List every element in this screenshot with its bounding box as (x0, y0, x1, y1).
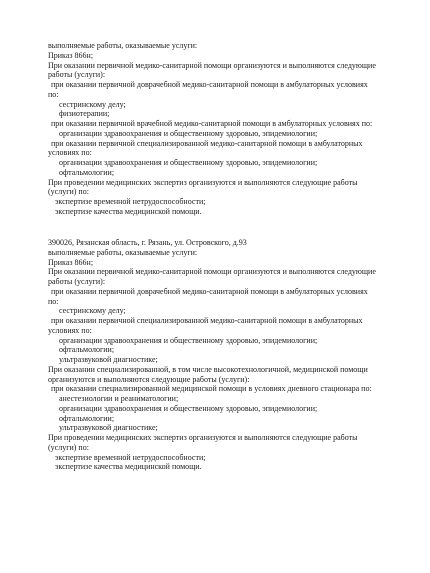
text-line: ультразвуковой диагностике; (59, 355, 158, 364)
address-line: 390026, Рязанская область, г. Рязань, ул. Островского, д.93 (48, 238, 247, 247)
text-line: организации здравоохранения и общественному здоровью, эпидемиологии; (59, 335, 318, 345)
text-line: при оказании первичной специализированной медико-санитарной помощи в амбулаторных (51, 138, 363, 148)
text-line: при оказании первичной доврачебной медико-санитарной помощи в амбулаторных условиях (51, 80, 368, 89)
text-line: сестринскому делу; (59, 99, 126, 109)
text-line: анестезиологии и реаниматологии; (59, 394, 179, 403)
text-line: (услуги) по: (48, 442, 89, 452)
text-line: экспертизе временной нетрудоспособности; (55, 452, 206, 462)
text-line: организуются и выполняются следующие работы (услуги): (48, 374, 250, 384)
text-line: работы (услуги): (48, 70, 106, 80)
text-line: при оказании первичной доврачебной медико-санитарной помощи в амбулаторных условиях (51, 286, 368, 296)
text-line: выполняемые работы, оказываемые услуги: (48, 41, 198, 50)
license-section-1 (48, 41, 408, 217)
text-line: работы (услуги): (48, 277, 106, 286)
text-line: Приказ 866н; (48, 50, 94, 60)
text-line: организации здравоохранения и общественному здоровью, эпидемиологии; (59, 403, 318, 413)
text-line: экспертизе временной нетрудоспособности; (55, 197, 206, 206)
text-line: ультразвуковой диагностике; (59, 423, 158, 433)
text-line: при оказании первичной врачебной медико-санитарной помощи в амбулаторных условиях по: (51, 119, 373, 128)
license-section-2 (48, 238, 408, 472)
text-line: офтальмологии; (59, 413, 115, 423)
text-line: (услуги) по: (48, 187, 89, 197)
text-line: выполняемые работы, оказываемые услуги: (48, 247, 198, 257)
text-line: сестринскому делу; (59, 306, 126, 316)
text-line: при оказании специализированной медицинской помощи в условиях дневного стационара по: (51, 384, 372, 394)
text-line: условиях по: (48, 325, 92, 335)
text-line: При оказании первичной медико-санитарной помощи организуются и выполняются следующие (48, 267, 376, 277)
text-line: офтальмологии; (59, 167, 115, 177)
text-line: физиотерапии; (59, 109, 110, 119)
text-line: условиях по: (48, 148, 92, 158)
text-line: офтальмологии; (59, 345, 115, 355)
text-line: При проведении медицинских экспертиз организуются и выполняются следующие работы (48, 177, 358, 187)
text-line: организации здравоохранения и общественному здоровью, эпидемиологии; (59, 158, 318, 167)
text-line: При проведении медицинских экспертиз организуются и выполняются следующие работы (48, 433, 358, 442)
text-line: по: (48, 89, 59, 99)
text-line: экспертизе качества медицинской помощи. (55, 462, 202, 472)
text-line: экспертизе качества медицинской помощи. (55, 206, 202, 216)
text-line: Приказ 866н; (48, 257, 94, 267)
text-line: при оказании первичной специализированной медико-санитарной помощи в амбулаторных (51, 316, 363, 325)
text-line: При оказании первичной медико-санитарной помощи организуются и выполняются следующие (48, 60, 376, 70)
text-line: При оказании специализированной, в том числе высокотехнологичной, медицинской помощи (48, 364, 368, 374)
text-line: по: (48, 296, 59, 306)
text-line: организации здравоохранения и общественному здоровью, эпидемиологии; (59, 128, 318, 138)
